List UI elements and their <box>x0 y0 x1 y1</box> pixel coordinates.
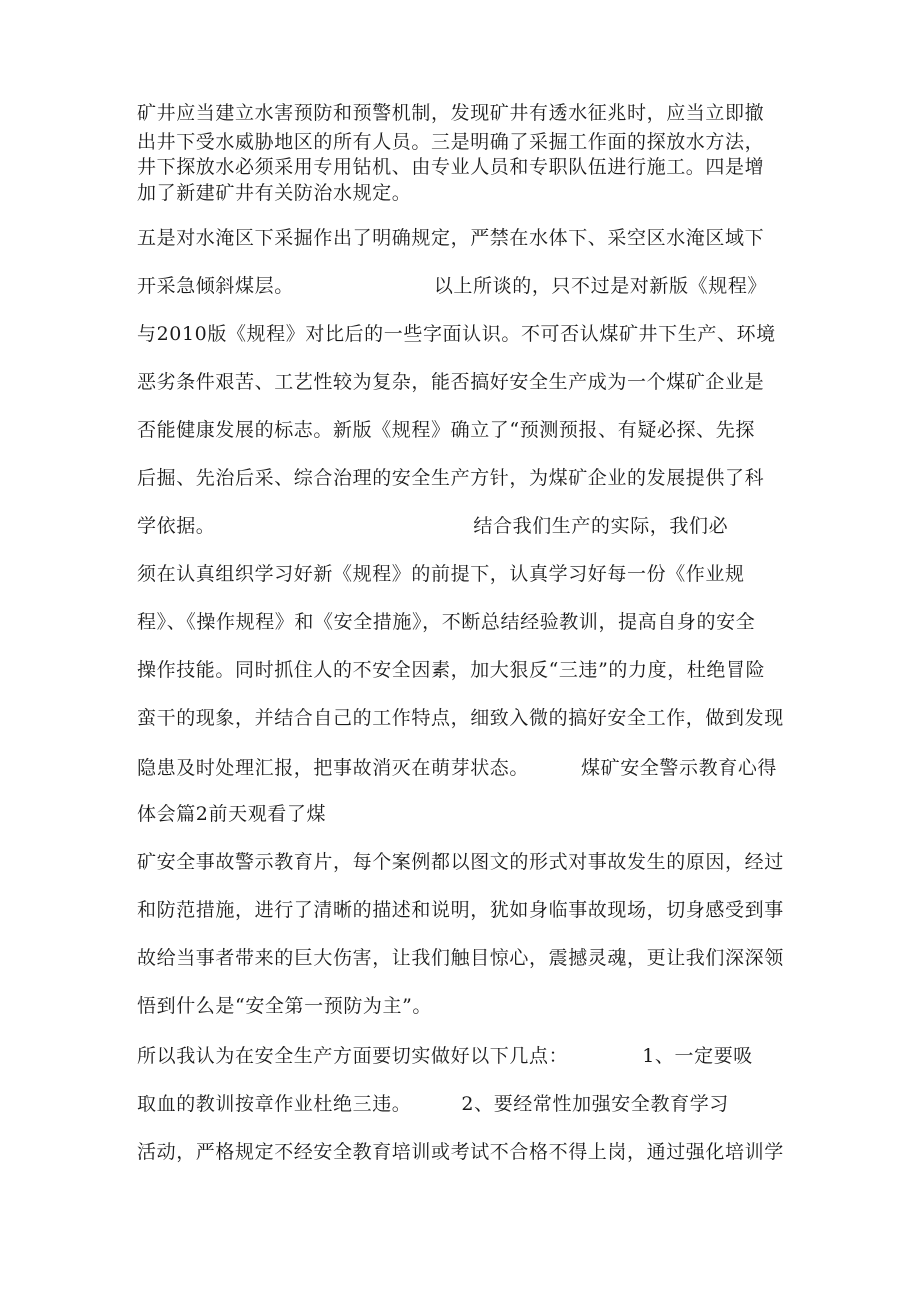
text-line: 蛮干的现象，并结合自己的工作特点，细致入微的搞好安全工作，做到发现 <box>137 707 784 729</box>
text-line: 与2010版《规程》对比后的一些字面认识。不可否认煤矿井下生产、环境 <box>137 323 776 345</box>
text-line: 出井下受水威胁地区的所有人员。三是明确了采掘工作面的探放水方法， <box>137 131 765 153</box>
text-segment: 煤矿安全警示教育心得 <box>581 757 778 779</box>
text-segment: 2、要经常性加强安全教育学习 <box>461 1093 729 1115</box>
text-line: 活动，严格规定不经安全教育培训或考试不合格不得上岗，通过强化培训学 <box>137 1141 784 1163</box>
text-line: 矿井应当建立水害预防和预警机制，发现矿井有透水征兆时，应当立即撤 <box>137 102 765 124</box>
text-line <box>137 1092 729 1116</box>
text-segment: 以上所谈的，只不过是对新版《规程》 <box>433 275 768 297</box>
text-line: 和防范措施，进行了清晰的描述和说明，犹如身临事故现场，切身感受到事 <box>137 899 784 921</box>
text-line: 后掘、先治后采、综合治理的安全生产方针，为煤矿企业的发展提供了科 <box>137 467 765 489</box>
text-line: 悟到什么是“安全第一预防为主”。 <box>137 995 433 1017</box>
text-line: 矿安全事故警示教育片，每个案例都以图文的形式对事故发生的原因，经过 <box>137 851 784 873</box>
text-segment: 学依据。 <box>137 515 216 537</box>
text-line: 井下探放水必须采用专用钻机、由专业人员和专职队伍进行施工。四是增 <box>137 156 765 178</box>
text-segment: 隐患及时处理汇报，把事故消灭在萌芽状态。 <box>137 757 530 779</box>
text-line <box>137 274 767 298</box>
text-segment: 取血的教训按章作业杜绝三违。 <box>137 1093 412 1115</box>
text-segment: 结合我们生产的实际，我们必 <box>473 515 729 537</box>
text-line <box>137 1044 753 1068</box>
text-line: 须在认真组织学习好新《规程》的前提下，认真学习好每一份《作业规 <box>137 563 745 585</box>
text-line: 体会篇2前天观看了煤 <box>137 803 327 825</box>
text-line: 五是对水淹区下采掘作出了明确规定，严禁在水体下、采空区水淹区域下 <box>137 227 765 249</box>
text-segment: 1、一定要吸 <box>642 1045 753 1067</box>
text-line <box>137 514 728 538</box>
text-line: 加了新建矿井有关防治水规定。 <box>137 182 412 204</box>
text-line: 程》、《操作规程》和《安全措施》，不断总结经验教训，提高自身的安全 <box>137 611 756 633</box>
text-line: 否能健康发展的标志。新版《规程》确立了“预测预报、有疑必探、先探 <box>137 419 755 441</box>
text-line <box>137 756 777 780</box>
text-line: 故给当事者带来的巨大伤害，让我们触目惊心，震撼灵魂，更让我们深深领 <box>137 947 784 969</box>
text-segment: 开采急倾斜煤层。 <box>137 275 294 297</box>
text-line: 恶劣条件艰苦、工艺性较为复杂，能否搞好安全生产成为一个煤矿企业是 <box>137 371 765 393</box>
text-line: 操作技能。同时抓住人的不安全因素，加大狠反“三违”的力度，杜绝冒险 <box>137 659 766 681</box>
text-segment: 所以我认为在安全生产方面要切实做好以下几点： <box>137 1045 569 1067</box>
